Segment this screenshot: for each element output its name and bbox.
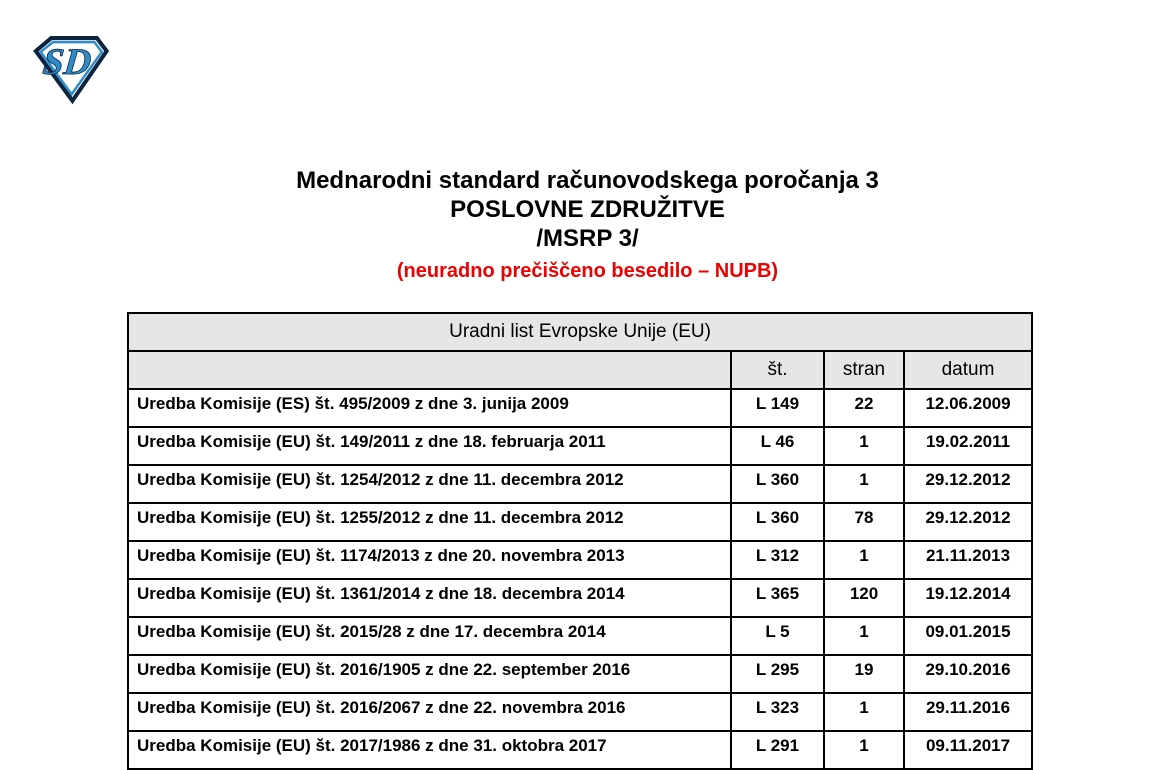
cell-page: 1 xyxy=(824,731,904,769)
table-row xyxy=(128,465,1032,503)
cell-page: 1 xyxy=(824,465,904,503)
cell-date: 29.12.2012 xyxy=(904,465,1032,503)
cell-issue: L 365 xyxy=(731,579,824,617)
eu-official-journal-table xyxy=(127,312,1033,770)
document-title-block xyxy=(0,166,1157,285)
cell-act: Uredba Komisije (EU) št. 1174/2013 z dne 20. novembra 2013 xyxy=(128,541,731,579)
cell-act: Uredba Komisije (EU) št. 1255/2012 z dne 11. decembra 2012 xyxy=(128,503,731,541)
col-header-page: stran xyxy=(824,351,904,389)
title-line-1: Mednarodni standard računovodskega poročanja 3 xyxy=(296,167,879,194)
cell-act: Uredba Komisije (EU) št. 2016/2067 z dne 22. novembra 2016 xyxy=(128,693,731,731)
col-header-issue: št. xyxy=(731,351,824,389)
cell-page: 78 xyxy=(824,503,904,541)
cell-act: Uredba Komisije (EU) št. 2017/1986 z dne 31. oktobra 2017 xyxy=(128,731,731,769)
cell-act: Uredba Komisije (EU) št. 1254/2012 z dne 11. decembra 2012 xyxy=(128,465,731,503)
cell-act: Uredba Komisije (EU) št. 2015/28 z dne 17. decembra 2014 xyxy=(128,617,731,655)
title-line-2: POSLOVNE ZDRUŽITVE xyxy=(450,196,725,223)
cell-page: 1 xyxy=(824,693,904,731)
cell-issue: L 312 xyxy=(731,541,824,579)
cell-issue: L 295 xyxy=(731,655,824,693)
table-row xyxy=(128,655,1032,693)
cell-date: 12.06.2009 xyxy=(904,389,1032,427)
cell-date: 21.11.2013 xyxy=(904,541,1032,579)
col-header-date: datum xyxy=(904,351,1032,389)
cell-page: 22 xyxy=(824,389,904,427)
cell-act: Uredba Komisije (EU) št. 2016/1905 z dne 22. september 2016 xyxy=(128,655,731,693)
cell-act: Uredba Komisije (EU) št. 1361/2014 z dne 18. decembra 2014 xyxy=(128,579,731,617)
table-row xyxy=(128,389,1032,427)
table-row xyxy=(128,731,1032,769)
title-line-3: /MSRP 3/ xyxy=(536,225,639,252)
table-row xyxy=(128,503,1032,541)
cell-page: 120 xyxy=(824,579,904,617)
table-row xyxy=(128,541,1032,579)
cell-page: 19 xyxy=(824,655,904,693)
cell-act: Uredba Komisije (EU) št. 149/2011 z dne 18. februarja 2011 xyxy=(128,427,731,465)
cell-page: 1 xyxy=(824,427,904,465)
cell-issue: L 5 xyxy=(731,617,824,655)
cell-issue: L 323 xyxy=(731,693,824,731)
table-column-header-row xyxy=(128,351,1032,389)
cell-issue: L 360 xyxy=(731,503,824,541)
sd-shield-logo xyxy=(29,34,111,104)
cell-date: 19.12.2014 xyxy=(904,579,1032,617)
cell-issue: L 360 xyxy=(731,465,824,503)
cell-date: 09.11.2017 xyxy=(904,731,1032,769)
cell-page: 1 xyxy=(824,617,904,655)
logo-monogram: SD xyxy=(40,41,94,83)
cell-date: 29.11.2016 xyxy=(904,693,1032,731)
table-row xyxy=(128,617,1032,655)
cell-date: 29.10.2016 xyxy=(904,655,1032,693)
cell-issue: L 46 xyxy=(731,427,824,465)
cell-act: Uredba Komisije (ES) št. 495/2009 z dne 3. junija 2009 xyxy=(128,389,731,427)
cell-issue: L 291 xyxy=(731,731,824,769)
table-row xyxy=(128,427,1032,465)
sd-shield-icon xyxy=(29,34,111,104)
cell-date: 29.12.2012 xyxy=(904,503,1032,541)
table-row xyxy=(128,579,1032,617)
table-row xyxy=(128,693,1032,731)
cell-date: 19.02.2011 xyxy=(904,427,1032,465)
cell-date: 09.01.2015 xyxy=(904,617,1032,655)
col-header-act xyxy=(128,351,731,389)
cell-issue: L 149 xyxy=(731,389,824,427)
cell-page: 1 xyxy=(824,541,904,579)
title-subtitle-red: (neuradno prečiščeno besedilo – NUPB) xyxy=(396,260,779,282)
table-caption: Uradni list Evropske Unije (EU) xyxy=(128,313,1032,351)
table-caption-row xyxy=(128,313,1032,351)
